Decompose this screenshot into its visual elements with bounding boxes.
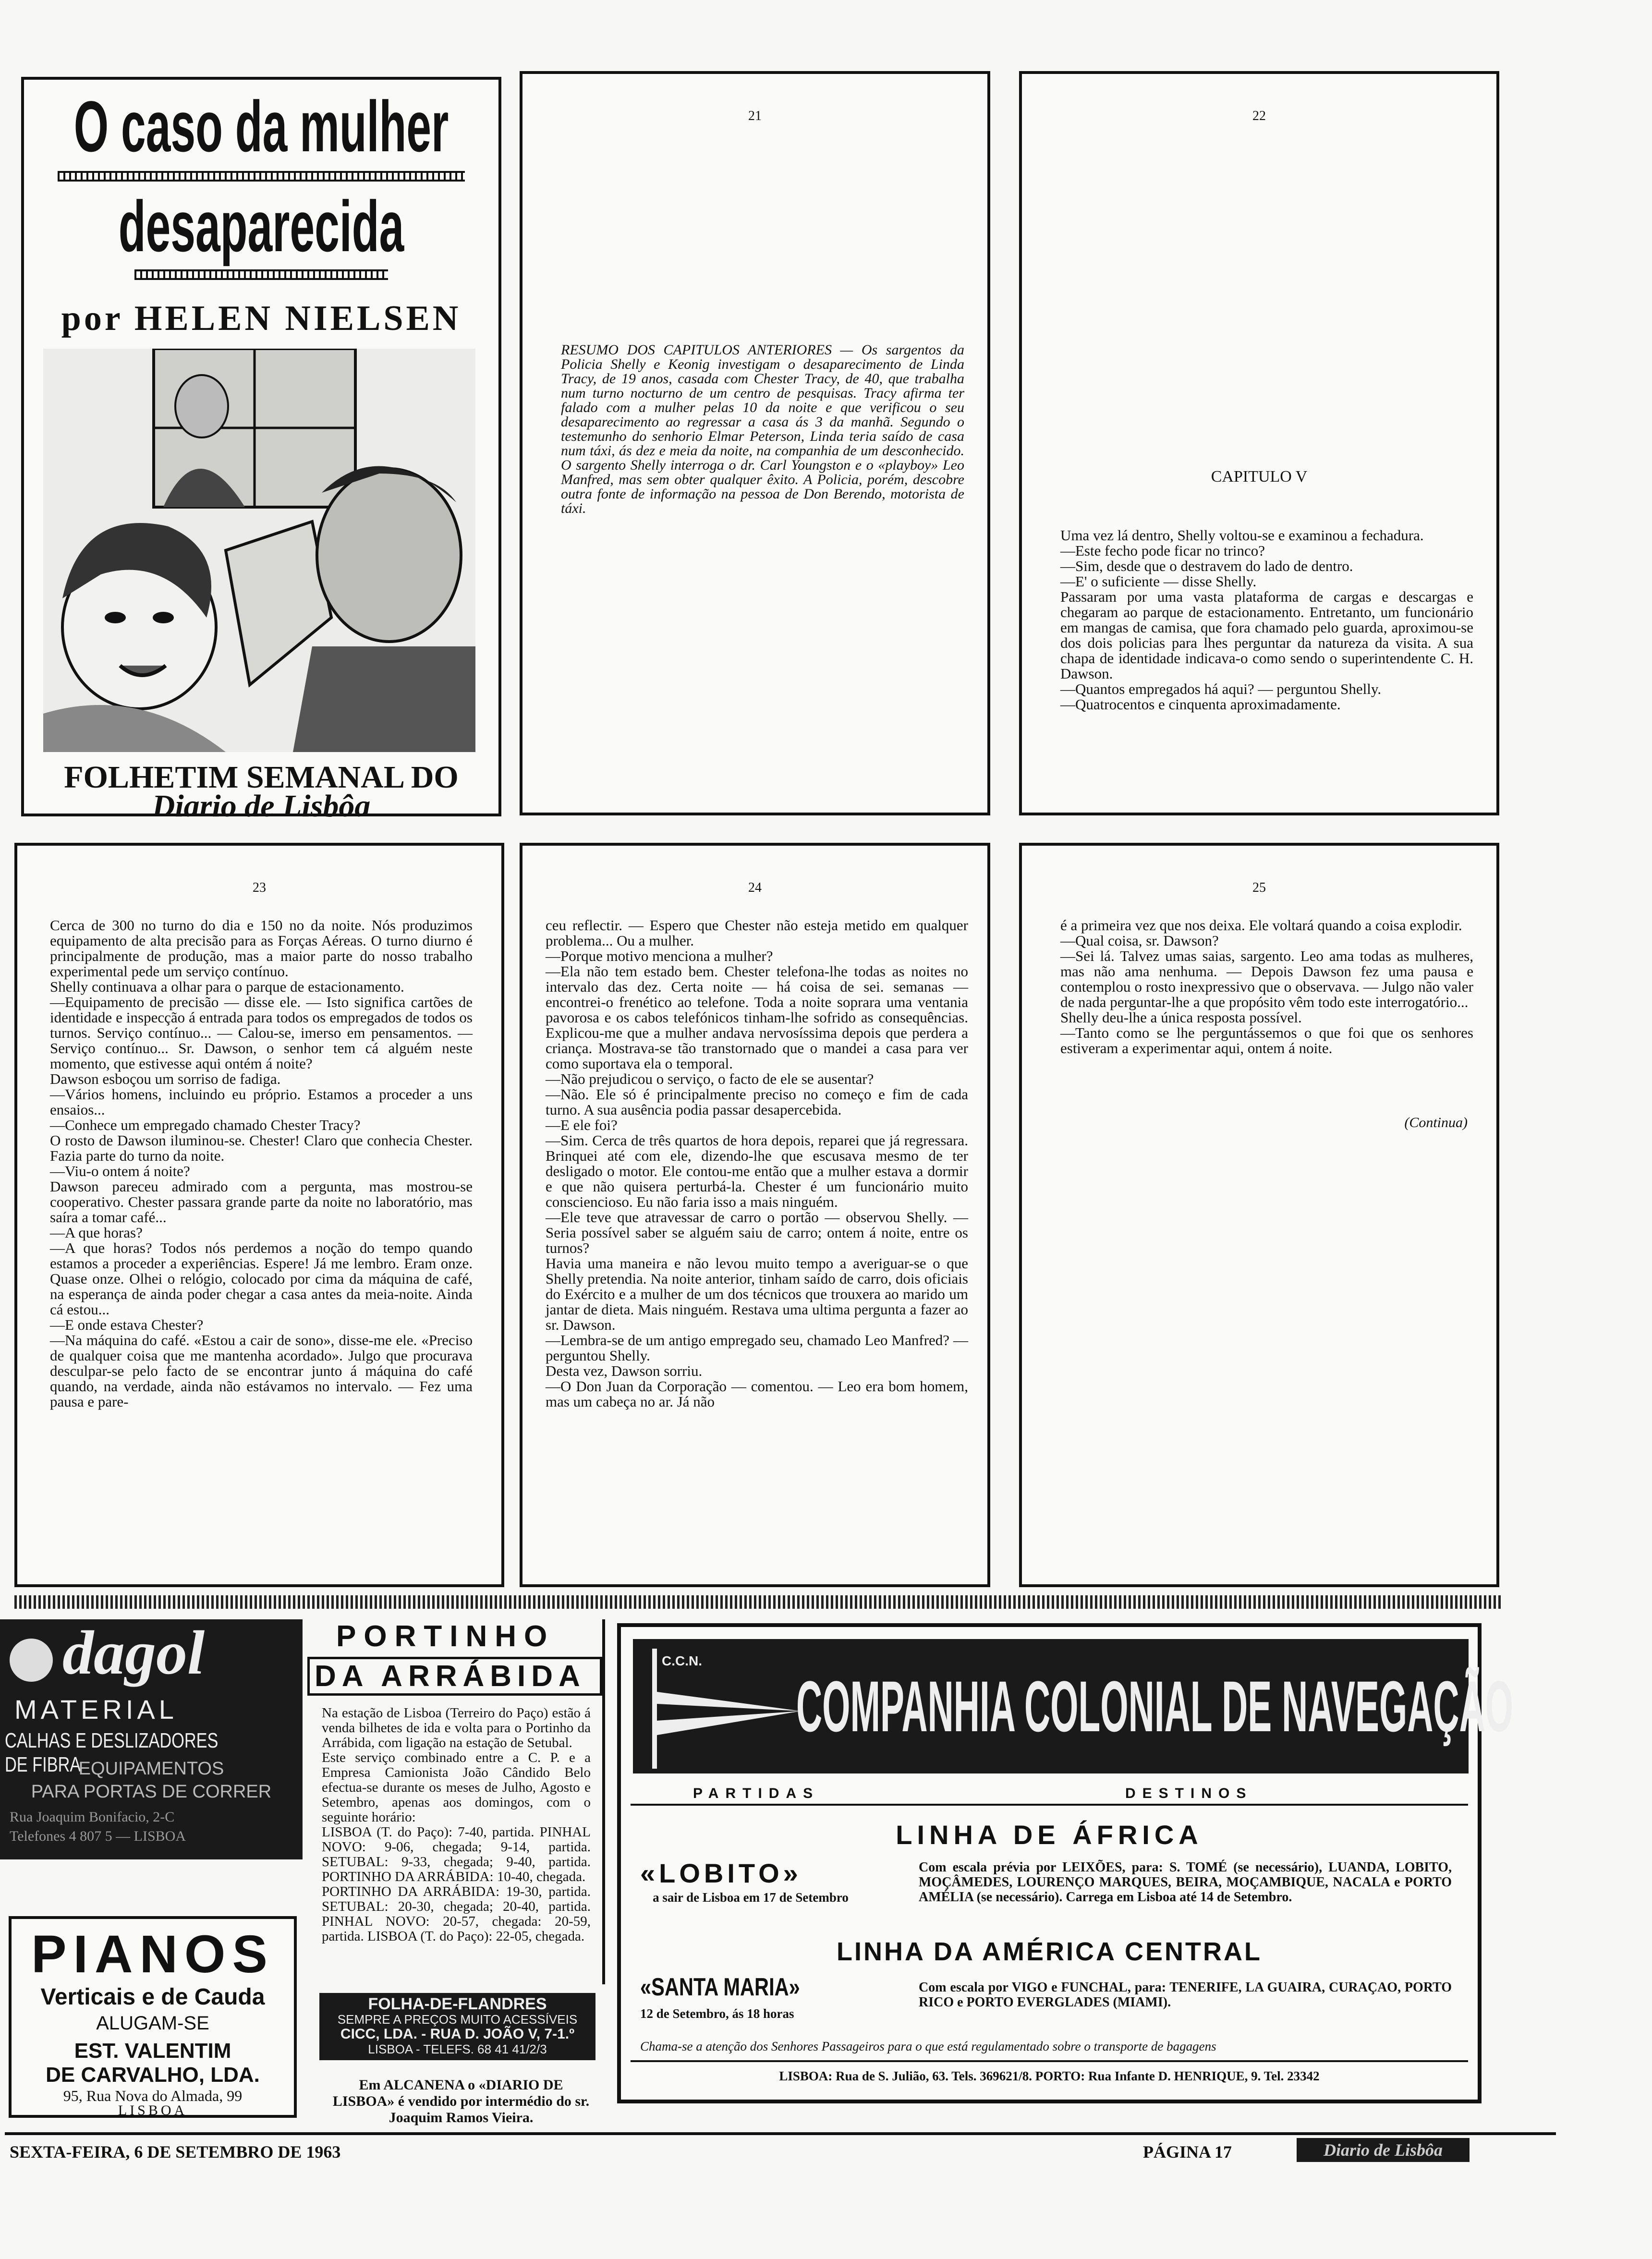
page-21-panel bbox=[520, 71, 990, 815]
pianos-title: PIANOS bbox=[31, 1925, 274, 1984]
title-ornament bbox=[134, 269, 388, 280]
footer-date: SEXTA-FEIRA, 6 DE SETEMBRO DE 1963 bbox=[10, 2142, 341, 2162]
ad-pianos bbox=[9, 1916, 297, 2118]
pianos-line4: DE CARVALHO, LDA. bbox=[46, 2063, 260, 2087]
note-alcanena: Em ALCANENA o «DIARIO DE LISBOA» é vendido por intermédio do sr. Joaquim Ramos Vieira. bbox=[332, 2077, 593, 2125]
ccn-divider bbox=[631, 1804, 1468, 1806]
illustration-svg bbox=[43, 349, 475, 752]
ship1-name: «LOBITO» bbox=[640, 1858, 802, 1888]
cover-footer-line1: FOLHETIM SEMANAL DO bbox=[64, 760, 459, 795]
route1-title: LINHA DE ÁFRICA bbox=[896, 1820, 1203, 1850]
pianos-line1: Verticais e de Cauda bbox=[40, 1984, 265, 2010]
page-number: 23 bbox=[253, 880, 266, 895]
page-number: 22 bbox=[1252, 109, 1266, 123]
dagol-logo-icon bbox=[10, 1639, 53, 1682]
ad-dagol bbox=[0, 1619, 303, 1859]
chapter-summary: RESUMO DOS CAPITULOS ANTERIORES — Os sargentos da Policia Shelly e Keonig investigam o desaparecimento de Linda Tracy, de 19 anos, casada com Chester Tracy, de 40, que trabalha num turno nocturno de um centro de pesquisas. Tracy afirma ter falado com a mulher pelas 10 da noite e que verificou o seu desaparecimento ao regressar a casa ás 3 da manhã. Segundo o testemunho do senhorio Elmar Peterson, Linda teria saído de casa num táxi, ás dez e meia da noite, na companhia de um desconhecido. O sargento Shelly interroga o dr. Carl Youngston e o «playboy» Leo Manfred, mas sem obter qualquer êxito. A Policia, porém, descobre outra fonte de informação na pessoa de Don Berendo, motorista de táxi. bbox=[561, 342, 968, 516]
chapter-heading: CAPITULO V bbox=[1211, 468, 1308, 486]
continua-label: (Continua) bbox=[1404, 1115, 1468, 1130]
ccn-divider-2 bbox=[631, 2060, 1468, 2062]
ccn-address: LISBOA: Rua de S. Julião, 63. Tels. 369621/8. PORTO: Rua Infante D. HENRIQUE, 9. Tel. 23342 bbox=[779, 2069, 1320, 2083]
cover-title-line1: O caso da mulher bbox=[73, 86, 449, 167]
chapter-text: Uma vez lá dentro, Shelly voltou-se e examinou a fechadura. —Este fecho pode ficar no trinco? —Sim, desde que o destravem do lado de dentro. —E' o suficiente — disse Shelly. Passaram por uma vasta plataforma de cargas e descargas e chegaram ao parque de estacionamento. Entretanto, um funcionário em mangas de camisa, que fora chamado pelo guarda, aproximou-se dos dois policias para lhes perguntar da natureza da visita. A sua chapa de identidade indicava-o como sendo o superintendente C. H. Dawson. —Quantos empregados há aqui? — perguntou Shelly. —Quatrocentos e cinquenta aproximadamente. bbox=[1060, 527, 1473, 713]
footer-page: PÁGINA 17 bbox=[1143, 2142, 1232, 2162]
footer-masthead: Diario de Lisbôa bbox=[1297, 2138, 1470, 2162]
ccn-flag-label: C.C.N. bbox=[662, 1653, 702, 1668]
ship1-sub: a sair de Lisboa em 17 de Setembro bbox=[653, 1890, 849, 1905]
page-25-panel bbox=[1019, 843, 1499, 1587]
ship2-dest: Com escala por VIGO e FUNCHAL, para: TENERIFE, LA GUAIRA, CURAÇAO, PORTO RICO e PORTO EVERGLADES (MIAMI). bbox=[919, 1980, 1455, 2010]
dagol-line1: MATERIAL bbox=[14, 1694, 178, 1725]
dagol-line3: EQUIPAMENTOS bbox=[78, 1759, 224, 1779]
page-number: 24 bbox=[748, 880, 762, 895]
pianos-line6: LISBOA bbox=[118, 2102, 188, 2118]
cover-title-line2: desaparecida bbox=[118, 186, 404, 267]
chapter-text: é a primeira vez que nos deixa. Ele voltará quando a coisa explodir. —Qual coisa, sr. Dawson? —Sei lá. Talvez umas saias, sargento. Leo ama todas as mulheres, mas não ama nenhuma. — Depois Dawson fez uma pausa e contemplou o rosto inexpressivo que o observava. — Julgo não valer de nada perguntar-lhe a que propósito vêm todo este interrogatório... Shelly deu-lhe a única resposta possível. —Tanto como se lhe perguntássemos o que foi que os senhores estiveram a experimentar aqui, ontem á noite. bbox=[1060, 917, 1473, 1057]
cover-footer-line2: Diario de Lisbôa bbox=[152, 789, 371, 824]
page-22-panel bbox=[1019, 71, 1499, 815]
route2-title: LINHA DA AMÉRICA CENTRAL bbox=[837, 1937, 1262, 1966]
chapter-text: ceu reflectir. — Espero que Chester não esteja metido em qualquer problema... Ou a mulher. —Porque motivo menciona a mulher? —Ela não tem estado bem. Chester telefona-lhe todas as noites no intervalo das dez. Certa noite — há coisa de sei. semanas — encontrei-o frenético ao telefone. Toda a noite soprara uma ventania pavorosa e os cabos telefónicos tinham-lhe sofrido as consequências. Explicou-me que a mulher andava nervosíssima depois que perdera a criança. Mostrava-se tão transtornado que o mandei a casa para ver como suportava ela o temporal. —Não prejudicou o serviço, o facto de ele se ausentar? —Não. Ele só é principalmente preciso no começo e fim de cada turno. A sua ausência podia passar desapercebida. —E ele foi? —Sim. Cerca de três quartos de hora depois, reparei que já regressara. Brinquei até com ele, dizendo-lhe que escusava mesmo de ter desligado o motor. Ele contou-me então que a mulher estava a dormir e que não quisera perturbá-la. Chester é um funcionário muito consciencioso. Eu não faria isso a mais ninguém. —Ele teve que atravessar de carro o portão — observou Shelly. — Seria possível saber se alguém saiu de carro; ontem á noite, entre os turnos? Havia uma maneira e não levou muito tempo a averiguar-se o que Shelly pretendia. Na noite anterior, tinham saído de carro, dois oficiais do Exército e a mulher de um dos técnicos que trouxera ao marido um jantar de dieta. Mais ninguém. Restava uma ultima pergunta a fazer ao sr. Dawson. —Lembra-se de um antigo empregado seu, chamado Leo Manfred? — perguntou Shelly. Desta vez, Dawson sorriu. —O Don Juan da Corporação — comentou. — Leo era bom homem, mas um cabeça no ar. Já não bbox=[546, 917, 968, 1410]
dagol-line5: Rua Joaquim Bonifacio, 2-C bbox=[10, 1809, 175, 1825]
pianos-line2: ALUGAM-SE bbox=[96, 2013, 209, 2034]
folha-line2: SEMPRE A PREÇOS MUITO ACESSÍVEIS bbox=[337, 2012, 578, 2027]
chapter-text: Cerca de 300 no turno do dia e 150 no da noite. Nós produzimos equipamento de alta precisão para as Forças Aéreas. O turno diurno é principalmente de produção, mas a maior parte do nosso trabalho experimental pede um serviço contínuo. Shelly continuava a olhar para o parque de estacionamento. —Equipamento de precisão — disse ele. — Isto significa cartões de identidade e inspecção á entrada para todos os empregados de todos os turnos. Serviço contínuo... — Calou-se, imerso em pensamentos. — Serviço contínuo... Sr. Dawson, o senhor tem cá alguém neste momento, que estivesse aqui ontém á noite? Dawson esboçou um sorriso de fadiga. —Vários homens, incluindo eu próprio. Estamos a proceder a uns ensaios... —Conhece um empregado chamado Chester Tracy? O rosto de Dawson iluminou-se. Chester! Claro que conhecia Chester. Fazia parte do turno da noite. —Viu-o ontem á noite? Dawson pareceu admirado com a pergunta, mas mostrou-se cooperativo. Chester passara grande parte da noite no laboratório, mas saíra a tomar café... —A que horas? —A que horas? Todos nós perdemos a noção do tempo quando estamos a proceder a experiências. Espere! Já me lembro. Eram onze. Quase onze. Olhei o relógio, colocado por cima da máquina de café, na esperança de ainda poder chegar a casa antes da meia-noite. Ainda cá estou... —E onde estava Chester? —Na máquina do café. «Estou a cair de sono», disse-me ele. «Preciso de qualquer coisa que me mantenha acordado». Julgo que procurava desculpar-se pelo facto de se encontrar junto á máquina do café quando, na verdade, ainda não estávamos no intervalo. — Fez uma pausa e pare- bbox=[50, 917, 473, 1410]
dagol-line4: PARA PORTAS DE CORRER bbox=[31, 1782, 272, 1802]
ad-ccn bbox=[617, 1623, 1514, 2103]
ship2-sub: 12 de Setembro, ás 18 horas bbox=[640, 2006, 794, 2021]
cover-author: por HELEN NIELSEN bbox=[61, 299, 462, 338]
cover-illustration bbox=[43, 349, 475, 752]
pianos-line5: 95, Rua Nova do Almada, 99 bbox=[63, 2087, 243, 2104]
ccn-col-left: PARTIDAS bbox=[693, 1785, 820, 1801]
portinho-text: Na estação de Lisboa (Terreiro do Paço) estão á venda bilhetes de ida e volta para o Portinho da Arrábida, com ligação na estação de Setubal. Este serviço combinado entre a C. P. e a Empresa Camionista João Cândido Belo efectua-se durante os meses de Julho, Agosto e Setembro, apenas aos domingos, com o seguinte horário: LISBOA (T. do Paço): 7-40, partida. PINHAL NOVO: 9-06, chegada; 9-14, partida. SETUBAL: 9-33, chegada; 9-40, partida. PORTINHO DA ARRÁBIDA: 10-40, chegada. PORTINHO DA ARRÁBIDA: 19-30, partida. SETUBAL: 20-30, chegada; 20-40, partida. PINHAL NOVO: 20-57, chegada: 20-59, partida. LISBOA (T. do Paço): 22-05, chegada. bbox=[322, 1705, 591, 1944]
dagol-brand: dagol bbox=[62, 1618, 205, 1688]
folha-line1: FOLHA-DE-FLANDRES bbox=[368, 1995, 547, 2013]
page-24-panel bbox=[520, 843, 990, 1587]
portinho-title2: DA ARRÁBIDA bbox=[307, 1657, 602, 1696]
ship1-dest: Com escala prévia por LEIXÕES, para: S. TOMÉ (se necessário), LUANDA, LOBITO, MOÇÂMEDES, LOURENÇO MARQUES, BEIRA, MOÇAMBIQUE, NACALA e PORTO AMÉLIA (se necessário). Carrega em Lisboa até 14 de Setembro. bbox=[919, 1860, 1455, 1905]
title-ornament bbox=[58, 171, 465, 182]
folha-line3: CICC, LDA. - RUA D. JOÃO V, 7-1.º bbox=[340, 2026, 575, 2042]
page-23-panel bbox=[14, 843, 504, 1587]
page-number: 25 bbox=[1252, 880, 1266, 895]
cover-panel bbox=[21, 77, 501, 824]
pianos-line3: EST. VALENTIM bbox=[74, 2039, 231, 2063]
ccn-header bbox=[633, 1639, 1514, 1773]
ad-folha bbox=[319, 1993, 595, 2060]
dagol-line6: Telefones 4 807 5 — LISBOA bbox=[10, 1828, 186, 1844]
ship2-name: «SANTA MARIA» bbox=[640, 1973, 800, 2001]
section-divider bbox=[14, 1595, 1503, 1609]
portinho-title1: PORTINHO bbox=[336, 1620, 555, 1653]
folha-line4: LISBOA - TELEFS. 68 41 41/2/3 bbox=[368, 2042, 547, 2056]
page-number: 21 bbox=[748, 109, 762, 123]
ccn-col-right: DESTINOS bbox=[1125, 1785, 1253, 1801]
ccn-title: COMPANHIA COLONIAL DE NAVEGAÇÃO bbox=[796, 1666, 1514, 1747]
ad-portinho bbox=[307, 1619, 605, 1984]
footer-rule bbox=[5, 2132, 1556, 2135]
ccn-notice: Chama-se a atenção dos Senhores Passageiros para o que está regulamentado sobre o transporte de bagagens bbox=[640, 2039, 1216, 2053]
dagol-line2: CALHAS E DESLIZADORES DE FIBRA bbox=[5, 1729, 219, 1776]
